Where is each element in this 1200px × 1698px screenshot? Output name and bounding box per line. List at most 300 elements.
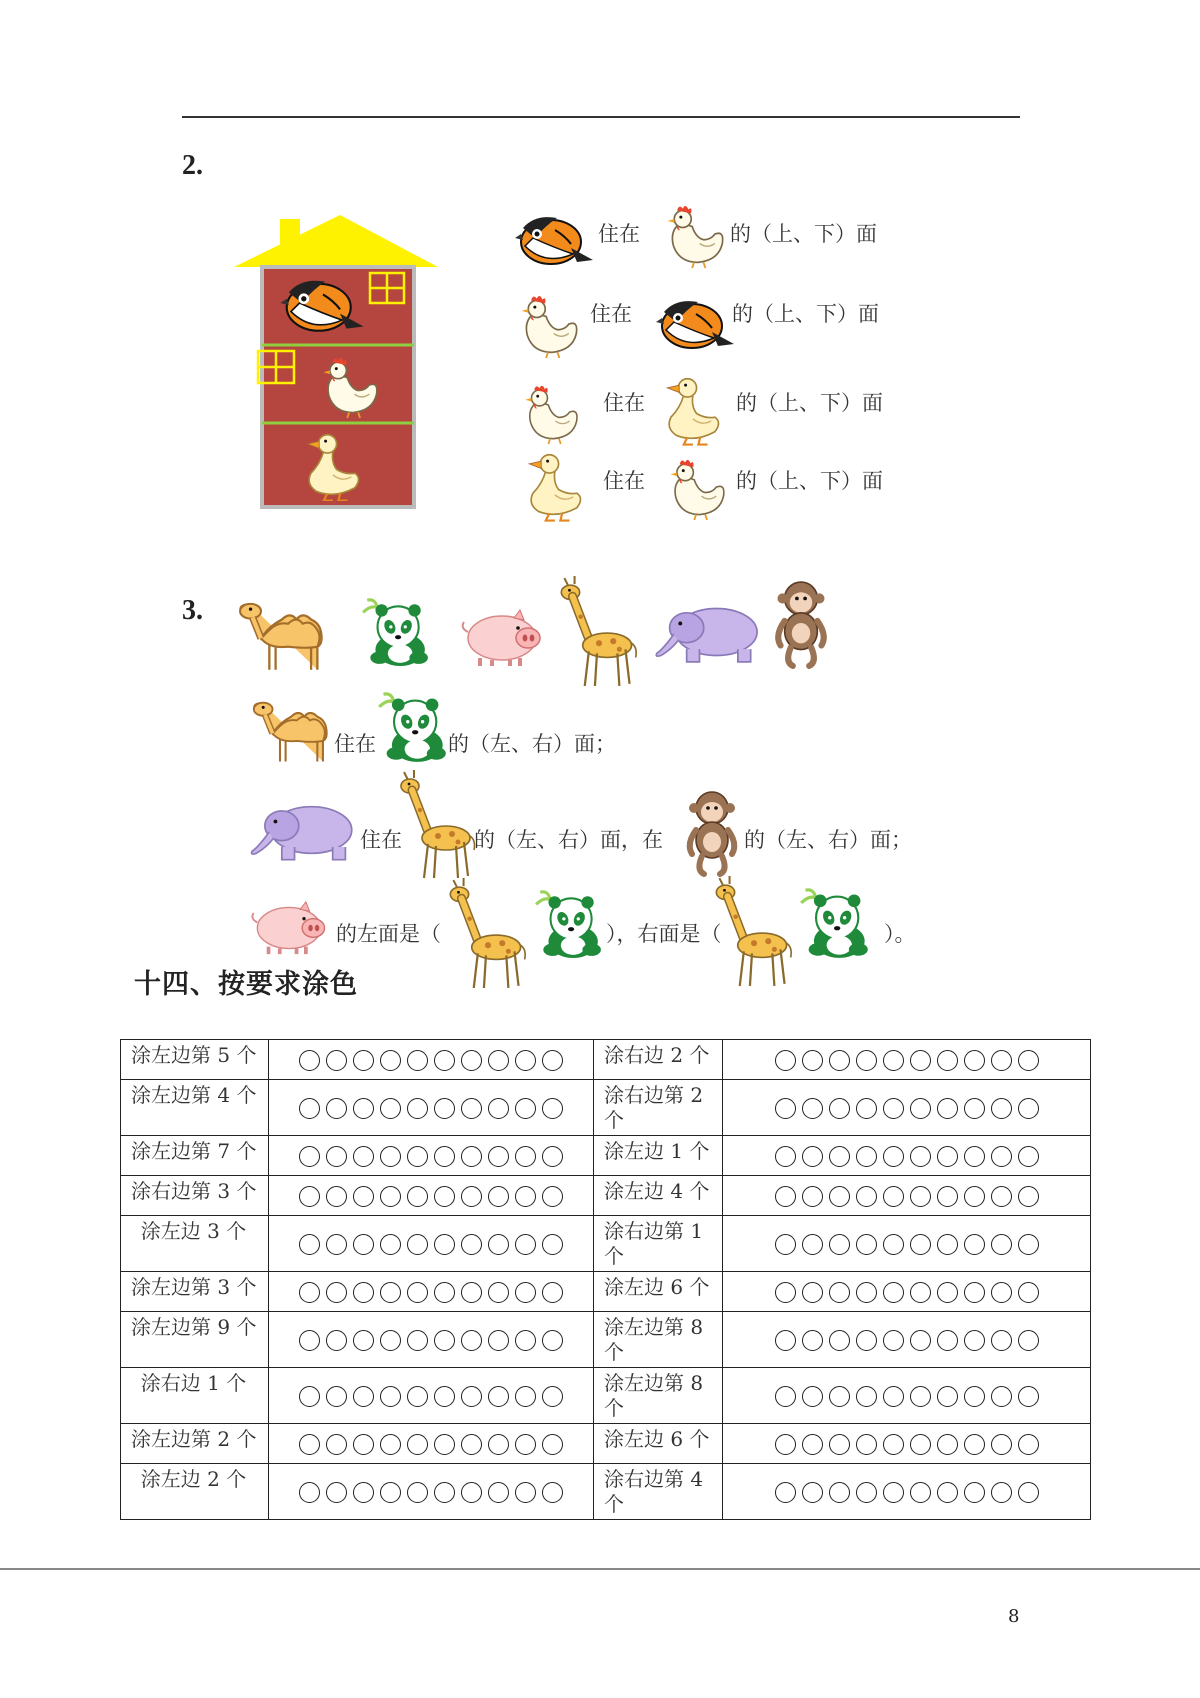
circle-group-right (723, 1368, 1091, 1424)
q2-row3-between: 住在 (603, 391, 645, 415)
instruction-right: 涂右边第 4 个 (594, 1464, 723, 1520)
circle[interactable] (829, 1482, 850, 1503)
circle[interactable] (326, 1098, 347, 1119)
table-row (121, 1080, 1091, 1136)
circle[interactable] (802, 1098, 823, 1119)
circle-group-left (269, 1464, 594, 1520)
circle[interactable] (883, 1482, 904, 1503)
circle[interactable] (353, 1186, 374, 1207)
circle[interactable] (353, 1050, 374, 1071)
circle[interactable] (883, 1434, 904, 1455)
section-title: 十四、按要求涂色 (134, 969, 358, 1000)
circle[interactable] (991, 1234, 1012, 1255)
circle[interactable] (461, 1234, 482, 1255)
circle[interactable] (1018, 1146, 1039, 1167)
circle[interactable] (991, 1050, 1012, 1071)
q3-line1-between: 住在 (334, 732, 376, 756)
circle[interactable] (407, 1282, 428, 1303)
circle[interactable] (299, 1434, 320, 1455)
circle[interactable] (515, 1330, 536, 1351)
q2-row2-between: 住在 (590, 302, 632, 326)
q3-line3-panda-icon-2 (794, 886, 874, 960)
circle[interactable] (910, 1186, 931, 1207)
circle[interactable] (937, 1186, 958, 1207)
circle[interactable] (937, 1434, 958, 1455)
circle[interactable] (407, 1434, 428, 1455)
instruction-right: 涂左边第 8 个 (594, 1368, 723, 1424)
circle[interactable] (461, 1098, 482, 1119)
q3-line3-mid: ），右面是（ (606, 922, 722, 946)
instruction-left: 涂右边第 3 个 (121, 1176, 269, 1216)
circle[interactable] (775, 1050, 796, 1071)
circle[interactable] (353, 1234, 374, 1255)
circle[interactable] (515, 1282, 536, 1303)
q2-row4-between: 住在 (603, 469, 645, 493)
q2-row4-chicken-icon (665, 454, 729, 522)
circle[interactable] (542, 1330, 563, 1351)
instruction-left: 涂右边 1 个 (121, 1368, 269, 1424)
circle[interactable] (542, 1482, 563, 1503)
circle[interactable] (461, 1050, 482, 1071)
circle[interactable] (407, 1234, 428, 1255)
circle[interactable] (326, 1386, 347, 1407)
circle[interactable] (326, 1186, 347, 1207)
table-row (121, 1424, 1091, 1464)
circle[interactable] (991, 1186, 1012, 1207)
circle[interactable] (937, 1234, 958, 1255)
instruction-right: 涂左边第 8 个 (594, 1312, 723, 1368)
circle[interactable] (299, 1330, 320, 1351)
circle[interactable] (326, 1434, 347, 1455)
circle[interactable] (1018, 1330, 1039, 1351)
circle[interactable] (488, 1050, 509, 1071)
circle[interactable] (937, 1146, 958, 1167)
instruction-left: 涂左边第 9 个 (121, 1312, 269, 1368)
q3-line1-camel-icon (252, 686, 336, 766)
circle[interactable] (353, 1282, 374, 1303)
circle[interactable] (964, 1282, 985, 1303)
circle-group-right (723, 1176, 1091, 1216)
circle[interactable] (407, 1482, 428, 1503)
q3-line2-monkey-icon (682, 788, 742, 878)
circle[interactable] (380, 1186, 401, 1207)
lineup-giraffe-icon (554, 576, 644, 688)
q3-line3-tail: ）。 (884, 922, 916, 946)
circle[interactable] (856, 1098, 877, 1119)
circle[interactable] (542, 1386, 563, 1407)
circle[interactable] (434, 1050, 455, 1071)
circle[interactable] (299, 1186, 320, 1207)
circle[interactable] (326, 1050, 347, 1071)
circle[interactable] (802, 1482, 823, 1503)
circle[interactable] (775, 1482, 796, 1503)
circle[interactable] (434, 1146, 455, 1167)
circle[interactable] (380, 1098, 401, 1119)
circle[interactable] (883, 1330, 904, 1351)
circle-group-left (269, 1424, 594, 1464)
circle[interactable] (353, 1098, 374, 1119)
circle[interactable] (829, 1386, 850, 1407)
circle[interactable] (829, 1098, 850, 1119)
circle[interactable] (910, 1386, 931, 1407)
q2-row4-duck-icon (522, 446, 586, 522)
circle[interactable] (775, 1098, 796, 1119)
circle[interactable] (829, 1186, 850, 1207)
instruction-right: 涂左边 1 个 (594, 1136, 723, 1176)
circle[interactable] (856, 1330, 877, 1351)
circle-group-left (269, 1312, 594, 1368)
q3-line1-panda-icon (372, 690, 452, 764)
circle[interactable] (434, 1482, 455, 1503)
lineup-elephant-icon (654, 600, 762, 664)
q2-row1-between: 住在 (598, 222, 640, 246)
instruction-right: 涂右边第 2 个 (594, 1080, 723, 1136)
instruction-right: 涂右边 2 个 (594, 1040, 723, 1080)
circle[interactable] (964, 1234, 985, 1255)
question-3-number: 3. (182, 595, 203, 626)
circle[interactable] (488, 1186, 509, 1207)
circle[interactable] (434, 1186, 455, 1207)
circle-group-left (269, 1368, 594, 1424)
circle[interactable] (883, 1282, 904, 1303)
lineup-camel-icon (238, 588, 332, 672)
circle[interactable] (326, 1234, 347, 1255)
circle[interactable] (829, 1282, 850, 1303)
circle-group-right (723, 1272, 1091, 1312)
house-illustration (230, 215, 440, 510)
circle[interactable] (488, 1330, 509, 1351)
circle[interactable] (910, 1330, 931, 1351)
circle[interactable] (802, 1234, 823, 1255)
circle[interactable] (802, 1050, 823, 1071)
circle[interactable] (515, 1434, 536, 1455)
circle[interactable] (856, 1186, 877, 1207)
circle[interactable] (461, 1434, 482, 1455)
circle[interactable] (380, 1146, 401, 1167)
instruction-right: 涂左边 6 个 (594, 1424, 723, 1464)
circle[interactable] (991, 1330, 1012, 1351)
circle[interactable] (802, 1146, 823, 1167)
roof (234, 215, 438, 267)
circle-group-right (723, 1464, 1091, 1520)
circle-group-left (269, 1216, 594, 1272)
circle[interactable] (326, 1330, 347, 1351)
circle[interactable] (883, 1050, 904, 1071)
q2-row2-tail: 的（上、下）面 (732, 302, 879, 326)
circle[interactable] (856, 1434, 877, 1455)
page-number: 8 (1008, 1606, 1020, 1627)
circle[interactable] (1018, 1434, 1039, 1455)
circle[interactable] (802, 1282, 823, 1303)
lineup-monkey-icon (770, 578, 832, 670)
circle[interactable] (353, 1482, 374, 1503)
circle[interactable] (542, 1186, 563, 1207)
circle[interactable] (937, 1282, 958, 1303)
circle[interactable] (775, 1146, 796, 1167)
circle[interactable] (937, 1330, 958, 1351)
circle[interactable] (1018, 1186, 1039, 1207)
circle[interactable] (299, 1482, 320, 1503)
q2-row2-chicken-icon (516, 290, 582, 360)
q2-row2-sparrow-icon (656, 292, 736, 352)
instruction-left: 涂左边第 3 个 (121, 1272, 269, 1312)
q3-line3-pig-icon (248, 900, 332, 956)
circle[interactable] (964, 1146, 985, 1167)
circle[interactable] (937, 1386, 958, 1407)
circle[interactable] (407, 1330, 428, 1351)
circle[interactable] (1018, 1482, 1039, 1503)
circle[interactable] (434, 1282, 455, 1303)
circle[interactable] (380, 1234, 401, 1255)
circle-group-right (723, 1040, 1091, 1080)
circle[interactable] (326, 1146, 347, 1167)
circle[interactable] (434, 1330, 455, 1351)
circle[interactable] (515, 1186, 536, 1207)
circle-group-left (269, 1080, 594, 1136)
circle[interactable] (461, 1146, 482, 1167)
circle[interactable] (991, 1098, 1012, 1119)
instruction-left: 涂左边第 4 个 (121, 1080, 269, 1136)
question-2-number: 2. (182, 150, 203, 181)
circle[interactable] (856, 1386, 877, 1407)
circle[interactable] (434, 1098, 455, 1119)
circle-group-left (269, 1040, 594, 1080)
circle[interactable] (326, 1482, 347, 1503)
chimney (280, 219, 300, 249)
table-row (121, 1176, 1091, 1216)
circle[interactable] (883, 1146, 904, 1167)
circle[interactable] (299, 1386, 320, 1407)
circle[interactable] (542, 1234, 563, 1255)
circle[interactable] (488, 1386, 509, 1407)
instruction-right: 涂左边 4 个 (594, 1176, 723, 1216)
circle[interactable] (353, 1330, 374, 1351)
circle-group-right (723, 1136, 1091, 1176)
circle[interactable] (964, 1434, 985, 1455)
q2-row1-chicken-icon (662, 200, 728, 270)
instruction-left: 涂左边 2 个 (121, 1464, 269, 1520)
circle[interactable] (775, 1234, 796, 1255)
circle[interactable] (515, 1234, 536, 1255)
circle[interactable] (775, 1386, 796, 1407)
circle[interactable] (802, 1386, 823, 1407)
q3-line3-giraffe-icon (446, 878, 530, 990)
circle[interactable] (991, 1386, 1012, 1407)
circle[interactable] (353, 1146, 374, 1167)
circle[interactable] (1018, 1234, 1039, 1255)
instruction-left: 涂左边 3 个 (121, 1216, 269, 1272)
circle[interactable] (461, 1482, 482, 1503)
circle[interactable] (964, 1386, 985, 1407)
q2-row3-chicken-icon (520, 380, 582, 446)
instruction-left: 涂左边第 2 个 (121, 1424, 269, 1464)
circle-group-right (723, 1216, 1091, 1272)
circle-group-right (723, 1312, 1091, 1368)
circle[interactable] (910, 1434, 931, 1455)
circle[interactable] (937, 1098, 958, 1119)
circle[interactable] (407, 1098, 428, 1119)
table-row (121, 1312, 1091, 1368)
circle[interactable] (829, 1050, 850, 1071)
circle-group-left (269, 1136, 594, 1176)
circle[interactable] (991, 1282, 1012, 1303)
circle[interactable] (515, 1146, 536, 1167)
circle[interactable] (856, 1282, 877, 1303)
header-rule (182, 116, 1020, 118)
circle[interactable] (407, 1186, 428, 1207)
circle[interactable] (1018, 1050, 1039, 1071)
table-row (121, 1136, 1091, 1176)
circle[interactable] (407, 1146, 428, 1167)
instruction-left: 涂左边第 5 个 (121, 1040, 269, 1080)
circle[interactable] (299, 1282, 320, 1303)
circle[interactable] (856, 1050, 877, 1071)
circle[interactable] (829, 1330, 850, 1351)
circle[interactable] (353, 1434, 374, 1455)
circle[interactable] (542, 1146, 563, 1167)
circle[interactable] (407, 1050, 428, 1071)
table-row (121, 1368, 1091, 1424)
q3-line3-panda-icon-1 (528, 888, 608, 960)
circle[interactable] (910, 1146, 931, 1167)
circle[interactable] (299, 1050, 320, 1071)
circle[interactable] (515, 1098, 536, 1119)
circle[interactable] (380, 1050, 401, 1071)
circle[interactable] (434, 1434, 455, 1455)
circle[interactable] (434, 1386, 455, 1407)
instruction-left: 涂左边第 7 个 (121, 1136, 269, 1176)
circle[interactable] (856, 1482, 877, 1503)
circle[interactable] (802, 1434, 823, 1455)
circle[interactable] (910, 1234, 931, 1255)
circle[interactable] (488, 1282, 509, 1303)
circle[interactable] (829, 1434, 850, 1455)
circle[interactable] (488, 1482, 509, 1503)
circle[interactable] (515, 1482, 536, 1503)
circle[interactable] (775, 1282, 796, 1303)
q3-line2-elephant-icon (250, 798, 356, 862)
circle[interactable] (380, 1386, 401, 1407)
circle[interactable] (964, 1186, 985, 1207)
circle[interactable] (488, 1234, 509, 1255)
circle[interactable] (299, 1234, 320, 1255)
circle[interactable] (910, 1098, 931, 1119)
circle[interactable] (380, 1282, 401, 1303)
circle[interactable] (910, 1482, 931, 1503)
circle[interactable] (910, 1050, 931, 1071)
circle-group-right (723, 1424, 1091, 1464)
lineup-panda-icon (350, 596, 440, 668)
lineup-pig-icon (458, 608, 548, 668)
circle[interactable] (461, 1186, 482, 1207)
q3-line2-between: 住在 (360, 828, 402, 852)
circle[interactable] (299, 1146, 320, 1167)
circle[interactable] (488, 1146, 509, 1167)
circle[interactable] (883, 1234, 904, 1255)
circle[interactable] (380, 1330, 401, 1351)
circle[interactable] (883, 1386, 904, 1407)
circle[interactable] (380, 1482, 401, 1503)
q2-row3-tail: 的（上、下）面 (736, 391, 883, 415)
circle[interactable] (542, 1434, 563, 1455)
circle[interactable] (1018, 1386, 1039, 1407)
circle[interactable] (937, 1050, 958, 1071)
circle-group-right (723, 1080, 1091, 1136)
circle[interactable] (515, 1050, 536, 1071)
q2-row3-duck-icon (660, 370, 724, 446)
circle[interactable] (515, 1386, 536, 1407)
q3-line2-giraffe-icon (396, 770, 480, 880)
circle[interactable] (991, 1482, 1012, 1503)
circle[interactable] (1018, 1098, 1039, 1119)
q3-line1-tail: 的（左、右）面； (448, 732, 616, 756)
circle[interactable] (1018, 1282, 1039, 1303)
instruction-right: 涂左边 6 个 (594, 1272, 723, 1312)
circle[interactable] (775, 1330, 796, 1351)
circle[interactable] (461, 1282, 482, 1303)
circle[interactable] (434, 1234, 455, 1255)
circle[interactable] (488, 1434, 509, 1455)
circle[interactable] (964, 1330, 985, 1351)
circle[interactable] (910, 1282, 931, 1303)
circle[interactable] (802, 1186, 823, 1207)
circle[interactable] (856, 1146, 877, 1167)
q3-line2-tail: 的（左、右）面； (744, 828, 912, 852)
circle[interactable] (542, 1098, 563, 1119)
circle[interactable] (964, 1098, 985, 1119)
circle[interactable] (883, 1098, 904, 1119)
circle[interactable] (964, 1050, 985, 1071)
circle[interactable] (380, 1434, 401, 1455)
circle[interactable] (407, 1386, 428, 1407)
footer-rule (0, 1568, 1200, 1570)
table-row (121, 1464, 1091, 1520)
circle[interactable] (542, 1282, 563, 1303)
circle[interactable] (542, 1050, 563, 1071)
circle[interactable] (991, 1146, 1012, 1167)
q2-row1-sparrow-icon (515, 208, 595, 268)
circle[interactable] (488, 1098, 509, 1119)
circle[interactable] (883, 1186, 904, 1207)
instruction-right: 涂右边第 1 个 (594, 1216, 723, 1272)
table-row (121, 1040, 1091, 1080)
q3-line3-giraffe-icon-2 (712, 876, 796, 988)
q3-line2-mid: 的（左、右）面，在 (474, 828, 663, 852)
circle[interactable] (326, 1282, 347, 1303)
circle-group-left (269, 1272, 594, 1312)
circle[interactable] (775, 1186, 796, 1207)
table-row (121, 1272, 1091, 1312)
circle-group-left (269, 1176, 594, 1216)
q3-line3-prefix: 的左面是（ (336, 922, 441, 946)
circle[interactable] (856, 1234, 877, 1255)
q2-row4-tail: 的（上、下）面 (736, 469, 883, 493)
circle[interactable] (802, 1330, 823, 1351)
circle[interactable] (829, 1234, 850, 1255)
circle[interactable] (775, 1434, 796, 1455)
circle[interactable] (461, 1330, 482, 1351)
coloring-table (120, 1039, 1091, 1520)
table-row (121, 1216, 1091, 1272)
circle[interactable] (964, 1482, 985, 1503)
circle[interactable] (937, 1482, 958, 1503)
circle[interactable] (299, 1098, 320, 1119)
circle[interactable] (461, 1386, 482, 1407)
circle[interactable] (353, 1386, 374, 1407)
circle[interactable] (991, 1434, 1012, 1455)
q2-row1-tail: 的（上、下）面 (730, 222, 877, 246)
circle[interactable] (829, 1146, 850, 1167)
